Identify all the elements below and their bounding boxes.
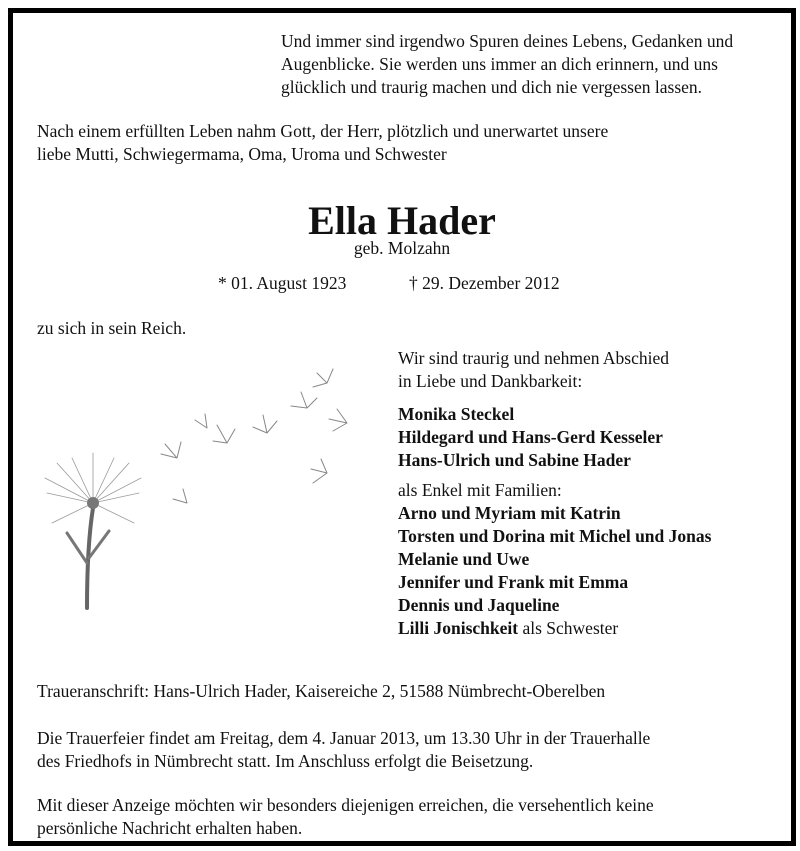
notice-line: Mit dieser Anzeige möchten wir besonders diejenigen erreichen, die versehentlich keine [37,795,654,815]
birth-date: * 01. August 1923 [218,273,347,293]
ceremony-line: des Friedhofs in Nümbrecht statt. Im Anschluss erfolgt die Beisetzung. [37,751,534,771]
intro-line: Nach einem erfüllten Leben nahm Gott, der Herr, plötzlich und unerwartet unsere [37,121,609,141]
family-child: Hans-Ulrich und Sabine Hader [398,450,631,470]
notice-text [37,794,654,840]
family-child: Monika Steckel [398,404,515,424]
grandchild: Arno und Myriam mit Katrin [398,503,621,523]
family-intro-line: in Liebe und Dankbarkeit: [398,371,583,391]
grandchild: Torsten und Dorina mit Michel und Jonas [398,526,712,546]
maiden-name: geb. Molzahn [353,238,451,258]
grandchild: Melanie und Uwe [398,549,530,569]
deceased-name: Ella Hader [308,198,496,243]
notice-line: persönliche Nachricht erhalten haben. [37,818,303,838]
closing-phrase: zu sich in sein Reich. [37,318,187,338]
mourning-address: Traueranschrift: Hans-Ulrich Hader, Kaisereiche 2, 51588 Nümbrecht-Oberelben [37,681,606,701]
sister-line [398,617,711,640]
ceremony-text [37,727,650,773]
grandchild: Jennifer und Frank mit Emma [398,572,629,592]
dandelion-illustration [27,363,387,628]
ceremony-line: Die Trauerfeier findet am Freitag, dem 4. Januar 2013, um 13.30 Uhr in der Trauerhalle [37,728,651,748]
poem-line: glücklich und traurig machen und dich nie vergessen lassen. [281,77,703,97]
obituary-frame [8,8,796,846]
sister-suffix: als Schwester [518,618,619,638]
sister-name: Lilli Jonischkeit [398,618,519,638]
family-intro-line: Wir sind traurig und nehmen Abschied [398,348,669,368]
intro-line: liebe Mutti, Schwiegermama, Oma, Uroma und Schwester [37,144,447,164]
intro-text [37,120,608,166]
poem-line: Augenblicke. Sie werden uns immer an dich erinnern, und uns [281,54,718,74]
family-list [398,347,711,640]
poem-text [281,30,733,99]
family-child: Hildegard und Hans-Gerd Kesseler [398,427,663,447]
poem-line: Und immer sind irgendwo Spuren deines Lebens, Gedanken und [281,31,734,51]
death-date: † 29. Dezember 2012 [409,273,560,293]
grandchild: Dennis und Jaqueline [398,595,560,615]
grandchildren-label: als Enkel mit Familien: [398,480,562,500]
